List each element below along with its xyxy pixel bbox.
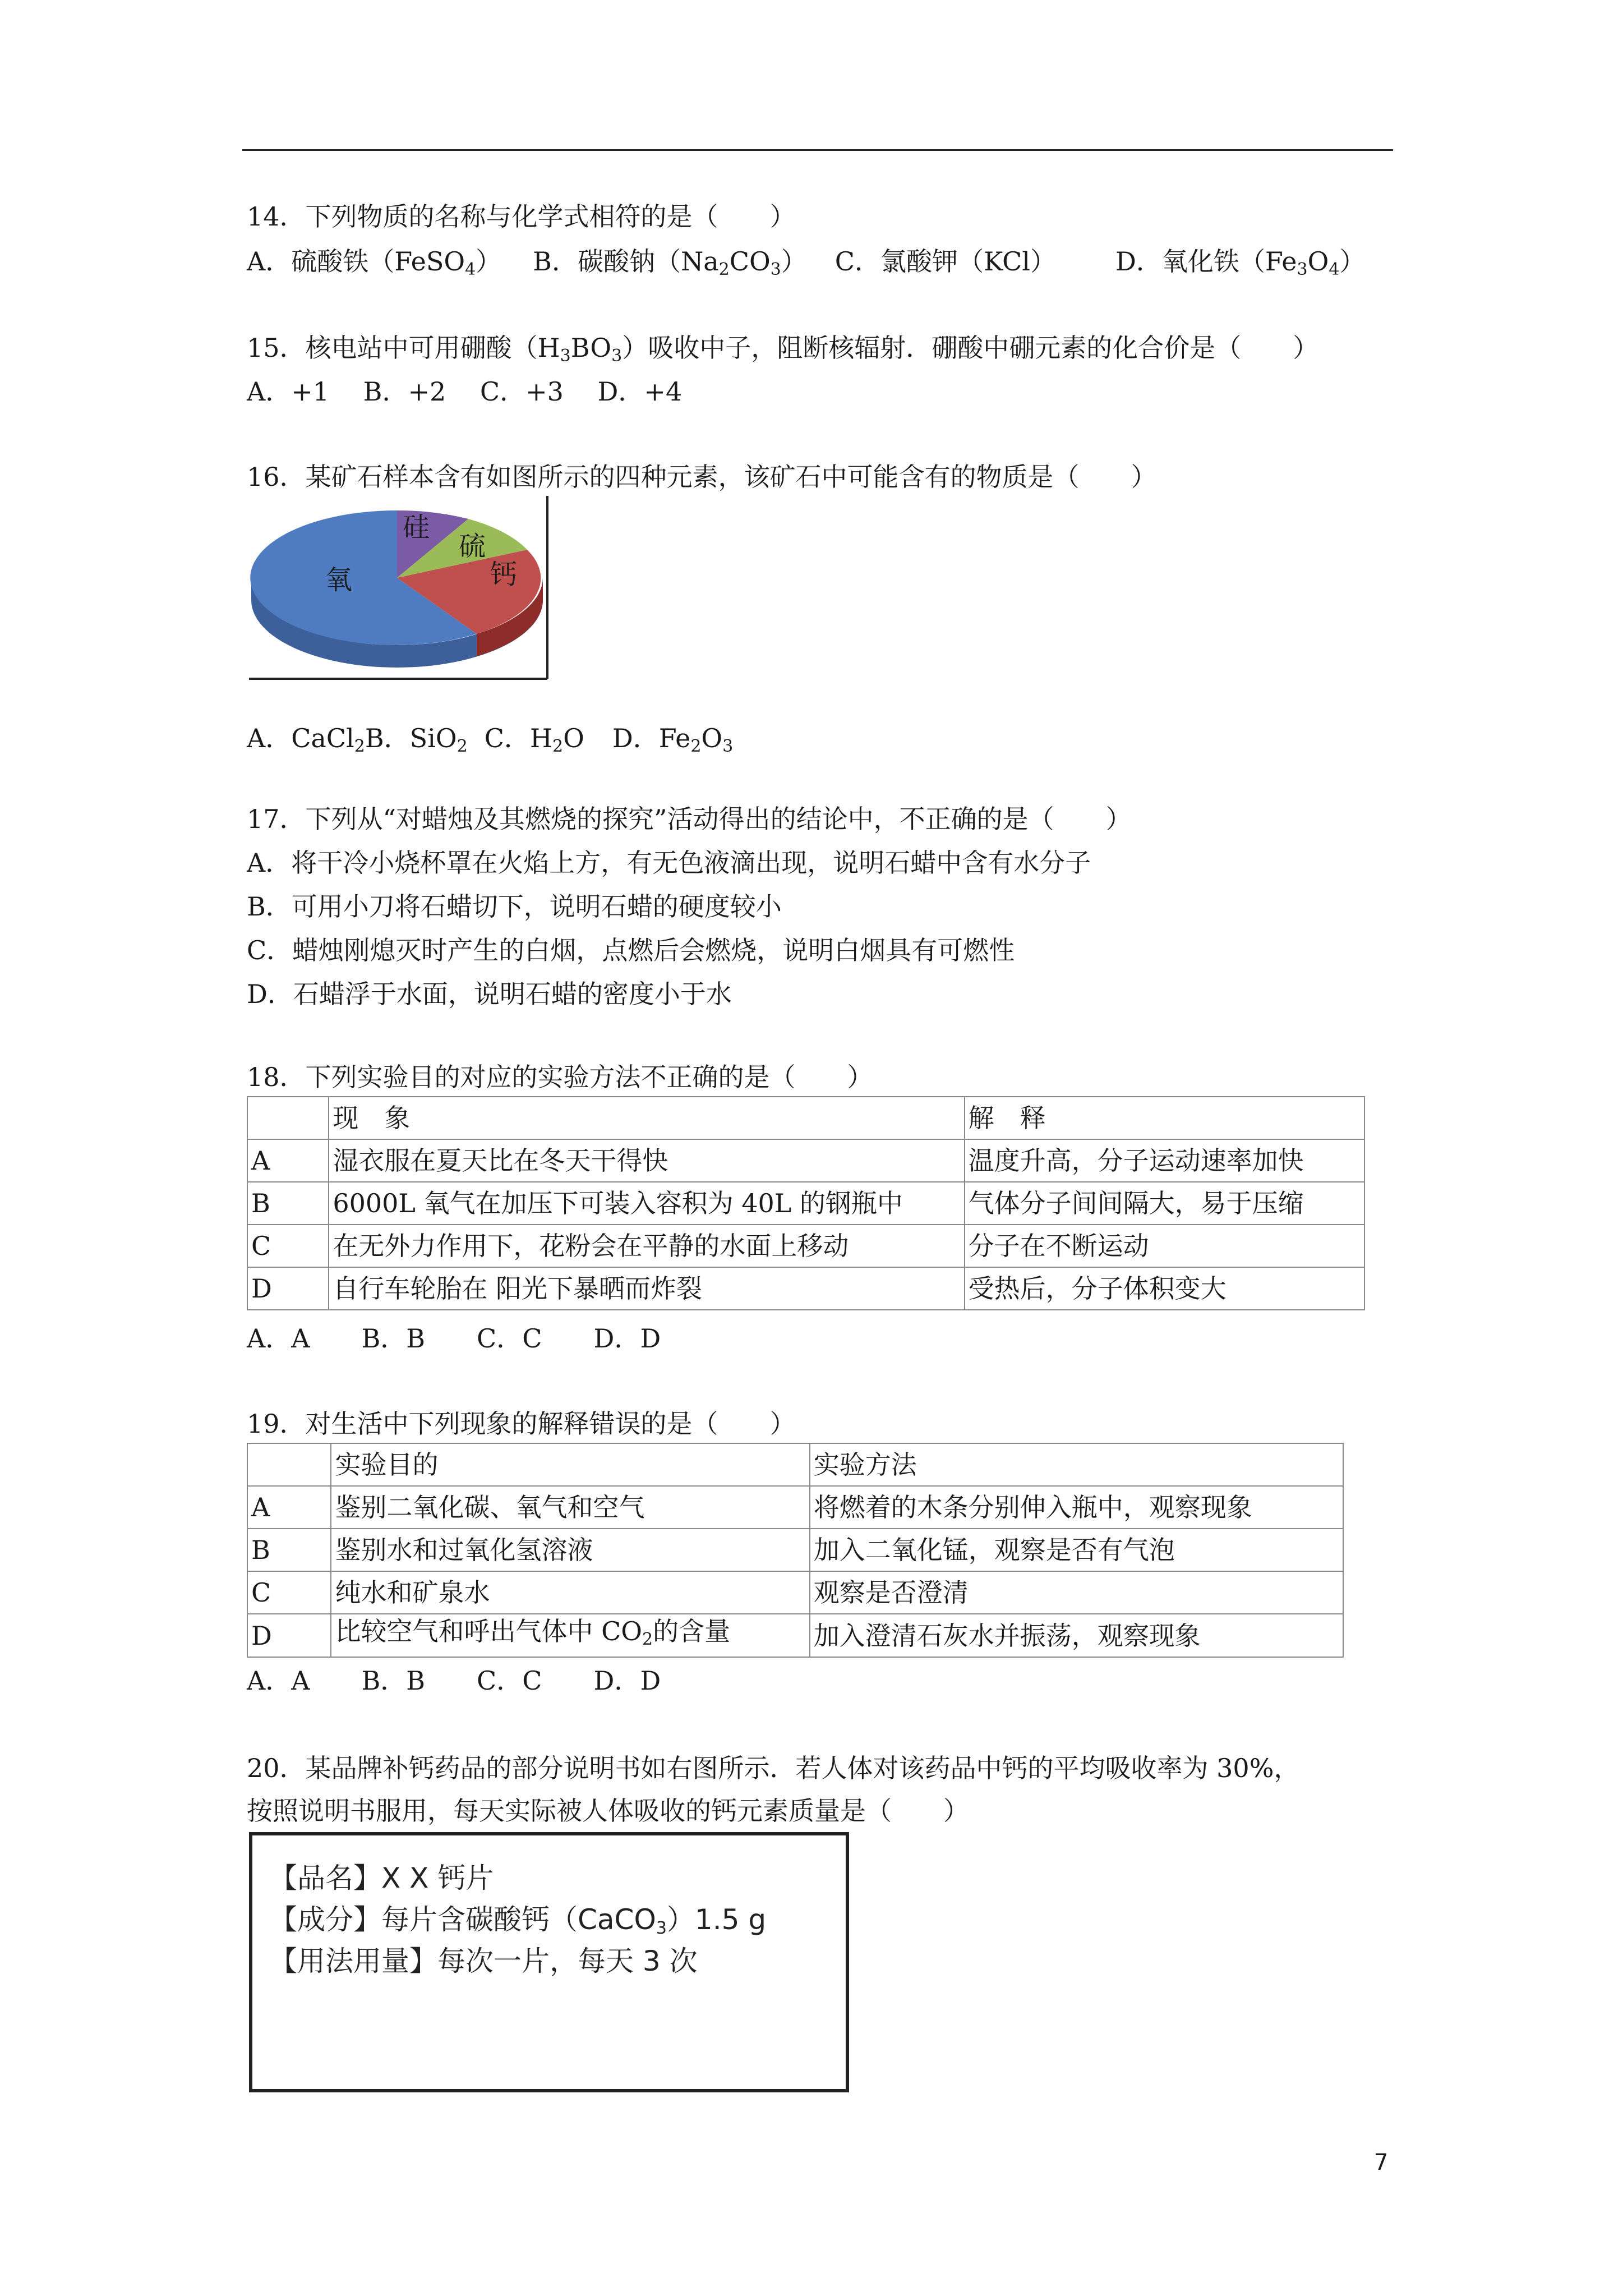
q17-option-d: D．石蜡浮于水面，说明石蜡的密度小于水 bbox=[247, 979, 732, 1009]
table-row: A 湿衣服在夏天比在冬天干得快 温度升高，分子运动速率加快 bbox=[247, 1139, 1364, 1182]
q14-stem: 14．下列物质的名称与化学式相符的是（ ） bbox=[247, 201, 796, 232]
table-row bbox=[247, 1443, 1343, 1486]
q16-options: A．CaCl$_2$B．SiO$_2$ C．$H_2O$ D．$Fe_2O_3$ bbox=[247, 723, 734, 756]
table-row: C 在无外力作用下，花粉会在平静的水面上移动 分子在不断运动 bbox=[247, 1225, 1364, 1267]
pie-label-calcium: 钙 bbox=[490, 559, 518, 590]
pie-label-sulfur: 硫 bbox=[459, 531, 486, 562]
q17-option-c: C．蜡烛刚熄灭时产生的白烟，点燃后会燃烧，说明白烟具有可燃性 bbox=[247, 935, 1015, 965]
table-row bbox=[247, 1097, 1364, 1139]
q17-stem: 17．下列从“对蜡烛及其燃烧的探究”活动得出的结论中，不正确的是（ ） bbox=[247, 804, 1132, 834]
q17-option-a: A．将干冷小烧杯罩在火焰上方，有无色液滴出现，说明石蜡中含有水分子 bbox=[247, 848, 1091, 878]
table-row: D 自行车轮胎在 阳光下暴晒而炸裂 受热后，分子体积变大 bbox=[247, 1267, 1364, 1310]
q19-table bbox=[247, 1443, 1344, 1658]
q20-stem-line2: 按照说明书服用，每天实际被人体吸收的钙元素质量是（ ） bbox=[247, 1796, 969, 1826]
q16-stem: 16．某矿石样本含有如图所示的四种元素，该矿石中可能含有的物质是（ ） bbox=[247, 462, 1157, 492]
q18-header-explanation: 解 释 bbox=[965, 1097, 1364, 1139]
table-row: D 比较空气和呼出气体中 $CO_2$的含量 加入澄清石灰水并振荡，观察现象 bbox=[247, 1614, 1343, 1657]
medicine-label-image bbox=[249, 1832, 849, 2092]
label-ingredients: 【成分】每片含碳酸钙（CaCO$_3$）1.5 g bbox=[269, 1903, 767, 1938]
pie-label-oxygen: 氧 bbox=[325, 564, 353, 596]
q18-header-phenomenon: 现 象 bbox=[329, 1097, 964, 1139]
page-number: 7 bbox=[1374, 2150, 1389, 2175]
header-rule bbox=[242, 149, 1393, 151]
q19-header-method: 实验方法 bbox=[810, 1443, 1343, 1486]
q18-options: A．A B．B C．C D．D bbox=[247, 1323, 661, 1354]
q20-stem-line1: 20．某品牌补钙药品的部分说明书如右图所示．若人体对该药品中钙的平均吸收率为 30%， bbox=[247, 1753, 1300, 1783]
q19-header-purpose: 实验目的 bbox=[331, 1443, 809, 1486]
q17-option-b: B．可用小刀将石蜡切下，说明石蜡的硬度较小 bbox=[247, 891, 782, 922]
q14-options: A．硫酸铁（FeSO$_4$） B．碳酸钠$(Na_2CO_3)$ C．氯酸钾（KCl） D．氧化铁$(Fe_3O_4)$ bbox=[247, 246, 1366, 279]
table-row: C 纯水和矿泉水 观察是否澄清 bbox=[247, 1571, 1343, 1614]
table-row: A 鉴别二氧化碳、氧气和空气 将燃着的木条分别伸入瓶中，观察现象 bbox=[247, 1486, 1343, 1529]
pie-label-silicon: 硅 bbox=[403, 512, 430, 543]
label-dosage: 【用法用量】每次一片，每天 3 次 bbox=[269, 1945, 698, 1977]
q19-stem: 19．对生活中下列现象的解释错误的是（ ） bbox=[247, 1409, 796, 1439]
table-row: B 鉴别水和过氧化氢溶液 加入二氧化锰，观察是否有气泡 bbox=[247, 1529, 1343, 1571]
q19-options: A．A B．B C．C D．D bbox=[247, 1665, 661, 1696]
element-pie-chart bbox=[247, 494, 550, 684]
q15-stem: 15．核电站中可用硼酸$(H_3BO_3)$吸收中子，阻断核辐射．硼酸中硼元素的化合价是（ ） bbox=[247, 333, 1319, 366]
label-product-name: 【品名】X X 钙片 bbox=[269, 1862, 494, 1894]
q15-options: A．+1 B．+2 C．+3 D．+4 bbox=[247, 376, 683, 407]
table-row: B 6000L 氧气在加压下可装入容积为 40L 的钢瓶中 气体分子间间隔大，易于压缩 bbox=[247, 1182, 1364, 1225]
q18-stem: 18．下列实验目的对应的实验方法不正确的是（ ） bbox=[247, 1062, 873, 1092]
q18-table bbox=[247, 1096, 1365, 1310]
